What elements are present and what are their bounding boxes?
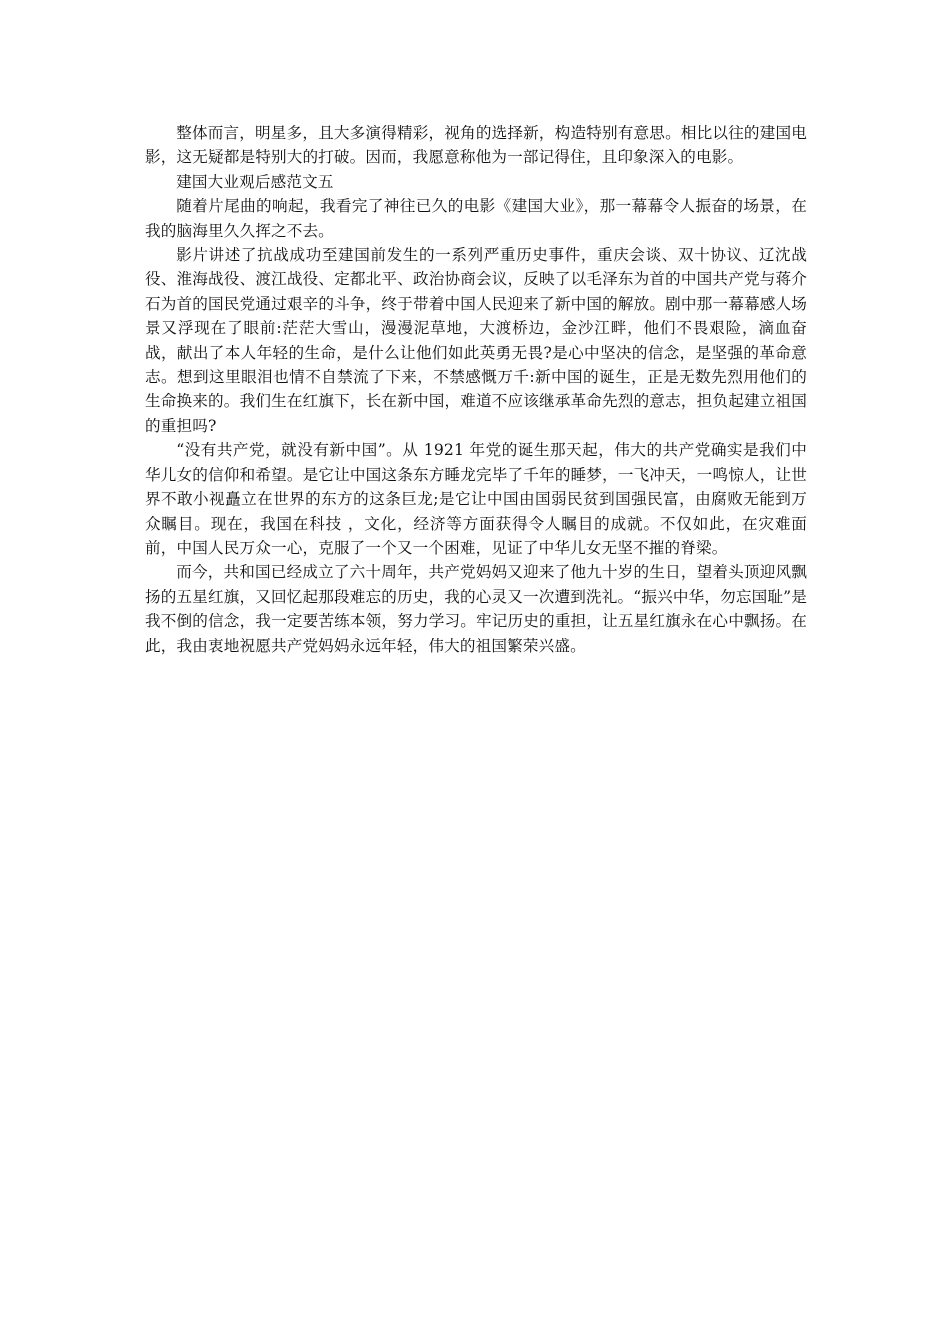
paragraph-film-summary: 影片讲述了抗战成功至建国前发生的一系列严重历史事件，重庆会谈、双十协议、辽沈战役、淮海战役、渡江战役、定都北平、政治协商会议，反映了以毛泽东为首的中国共产党与蒋介石为首的国民党通过艰辛的斗争，终于带着中国人民迎来了新中国的解放。剧中那一幕幕感人场景又浮现在了眼前:茫茫大雪山，漫漫泥草地，大渡桥边，金沙江畔，他们不畏艰险，滴血奋战，献出了本人年轻的生命，是什么让他们如此英勇无畏?是心中坚决的信念，是坚强的革命意志。想到这里眼泪也情不自禁流了下来，不禁感慨万千:新中国的诞生，正是无数先烈用他们的生命换来的。我们生在红旗下，长在新中国，难道不应该继承革命先烈的意志，担负起建立祖国的重担吗? <box>145 246 807 435</box>
paragraph-intro: 随着片尾曲的响起，我看完了神往已久的电影《建国大业》，那一幕幕令人振奋的场景，在我的脑海里久久挥之不去。 <box>145 197 807 240</box>
paragraph-closing: 而今，共和国已经成立了六十周年，共产党妈妈又迎来了他九十岁的生日，望着头顶迎风飘扬的五星红旗，又回忆起那段难忘的历史，我的心灵又一次遭到洗礼。“振兴中华，勿忘国耻”是我不倒的信念，我一定要苦练本领，努力学习。牢记历史的重担，让五星红旗永在心中飘扬。在此，我由衷地祝愿共产党妈妈永远年轻，伟大的祖国繁荣兴盛。 <box>145 563 807 655</box>
document-body <box>145 121 807 658</box>
section-heading: 建国大业观后感范文五 <box>176 172 334 191</box>
paragraph-conclusion: 整体而言，明星多，且大多演得精彩，视角的选择新，构造特别有意思。相比以往的建国电影，这无疑都是特别大的打破。因而，我愿意称他为一部记得住，且印象深入的电影。 <box>145 124 807 167</box>
paragraph-party: “没有共产党，就没有新中国”。从 1921 年党的诞生那天起，伟大的共产党确实是我们中华儿女的信仰和希望。是它让中国这条东方睡龙完毕了千年的睡梦，一飞冲天，一鸣惊人，让世界不敢小视矗立在世界的东方的这条巨龙;是它让中国由国弱民贫到国强民富，由腐败无能到万众瞩目。现在，我国在科技 ，文化，经济等方面获得令人瞩目的成就。不仅如此，在灾难面前，中国人民万众一心，克服了一个又一个困难，见证了中华儿女无坚不摧的脊梁。 <box>145 441 807 557</box>
